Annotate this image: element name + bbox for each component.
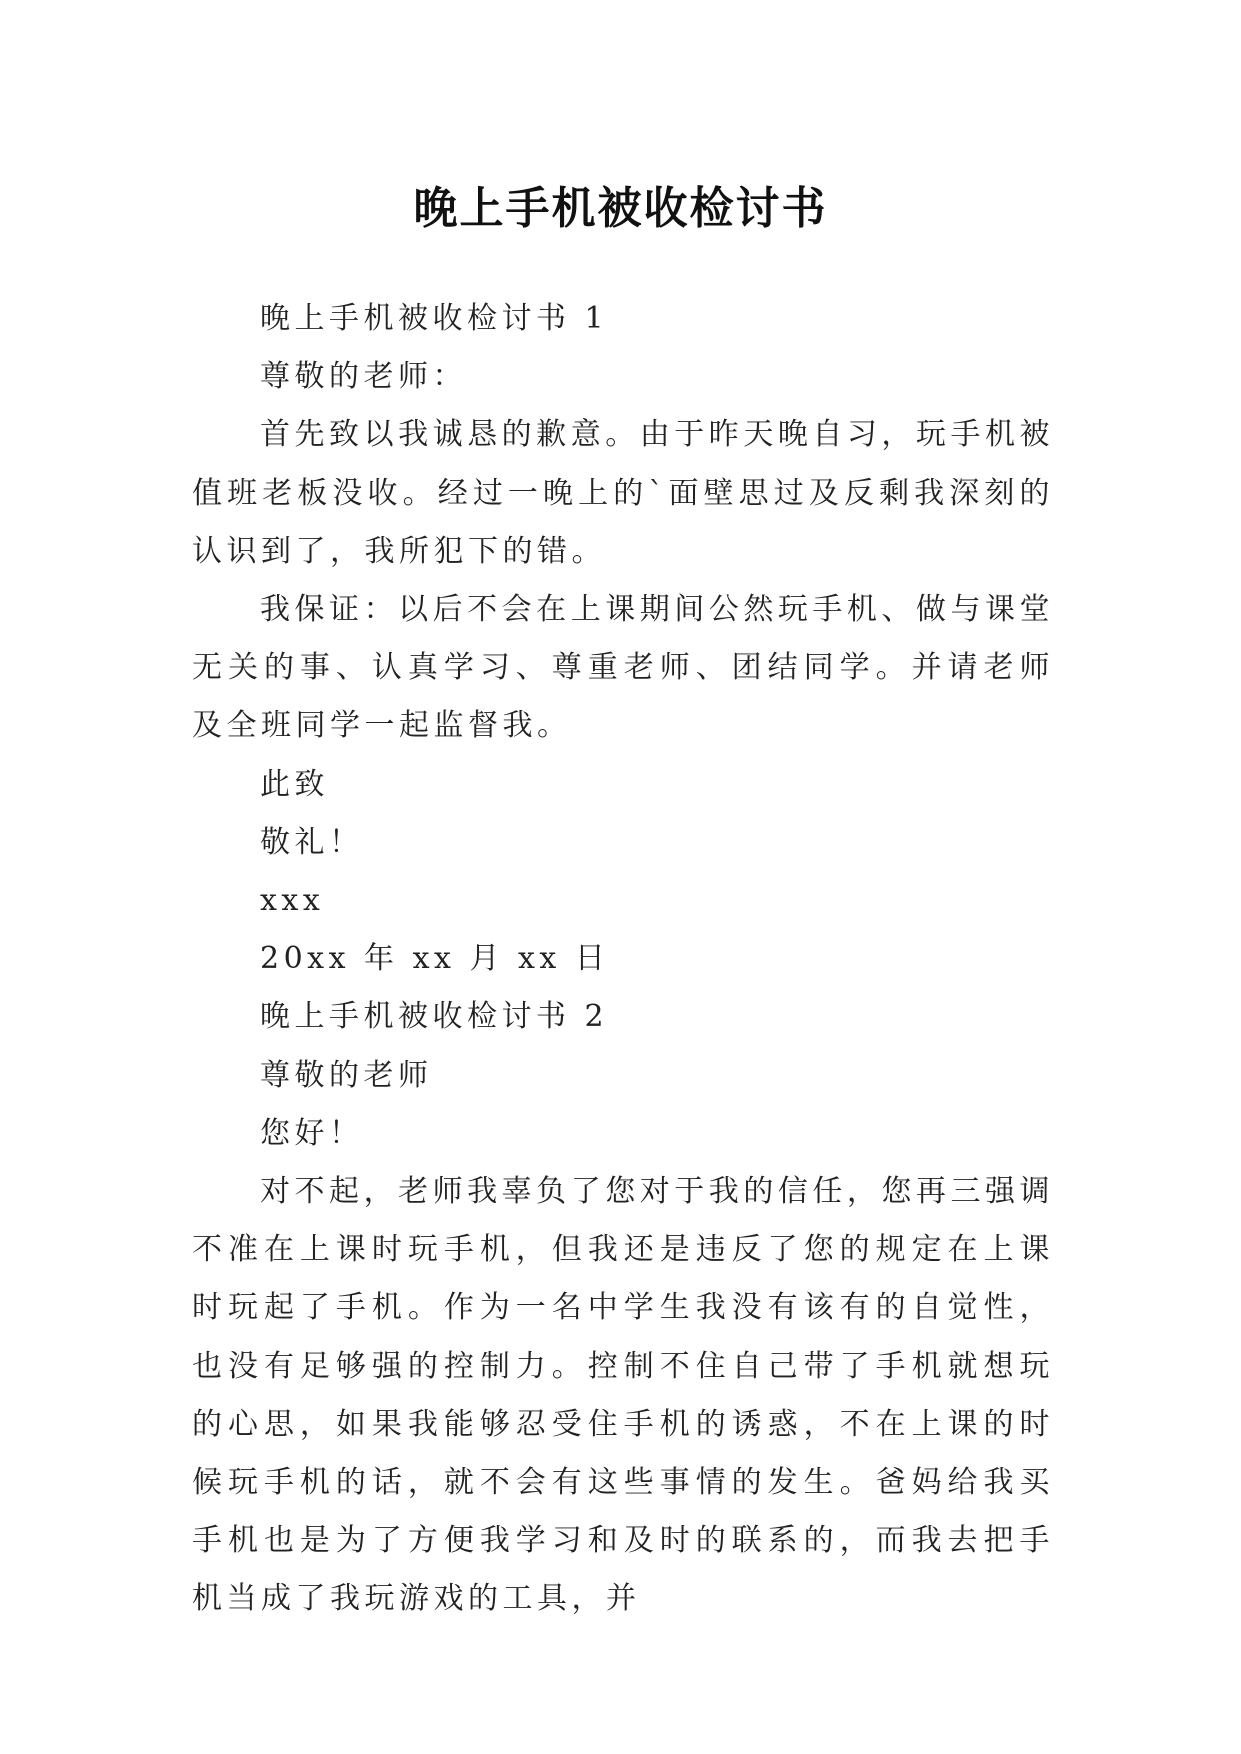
letter-2-paragraph-1: 对不起，老师我辜负了您对于我的信任，您再三强调不准在上课时玩手机，但我还是违反了您的规定在上课时玩起了手机。作为一名中学生我没有该有的自觉性，也没有足够强的控制力。控制不住自己带了手机就想玩的心思，如果我能够忍受住手机的诱惑，不在上课的时候玩手机的话，就不会有这些事情的发生。爸妈给我买手机也是为了方便我学习和及时的联系的，而我去把手机当成了我玩游戏的工具，并: [192, 1174, 1054, 1617]
letter-1-closing: 此致: [260, 766, 329, 802]
letter-1-salutation: 尊敬的老师：: [260, 359, 467, 395]
letter-2-salutation: 尊敬的老师: [260, 1057, 433, 1093]
letter-1-paragraph-2: 我保证：以后不会在上课期间公然玩手机、做与课堂无关的事、认真学习、尊重老师、团结同学。并请老师及全班同学一起监督我。: [192, 592, 1054, 744]
letter-2-heading: 晚上手机被收检讨书 2: [260, 999, 609, 1035]
letter-1-signature: xxx: [260, 883, 325, 919]
document-title: 晚上手机被收检讨书: [413, 183, 828, 235]
document-body: [192, 290, 1054, 1629]
letter-2-greeting: 您好！: [260, 1115, 364, 1151]
letter-1-date: 20xx 年 xx 月 xx 日: [260, 941, 610, 977]
letter-1-regards: 敬礼！: [260, 824, 364, 860]
letter-1-paragraph-1: 首先致以我诚恳的歉意。由于昨天晚自习，玩手机被值班老板没收。经过一晚上的`面壁思过及反剩我深刻的认识到了，我所犯下的错。: [192, 417, 1054, 569]
letter-1-heading: 晚上手机被收检讨书 1: [260, 301, 609, 336]
